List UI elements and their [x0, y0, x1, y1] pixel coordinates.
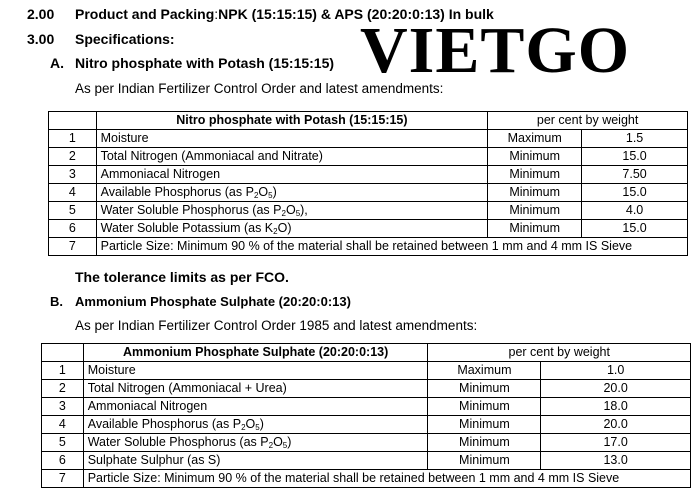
- row-value: 17.0: [541, 434, 691, 452]
- row-number: 4: [42, 416, 84, 434]
- param-text: ),: [300, 203, 308, 217]
- row-number: 2: [49, 148, 97, 166]
- ammonium-phosphate-spec-table: [41, 343, 691, 488]
- row-parameter: Moisture: [96, 130, 488, 148]
- row-value: 13.0: [541, 452, 691, 470]
- subscript: 2: [273, 227, 278, 236]
- row-value: 4.0: [582, 202, 688, 220]
- subscript: 5: [268, 191, 273, 200]
- param-text: Available Phosphorus (as P: [100, 185, 254, 199]
- param-text: Water Soluble Potassium (as K: [100, 221, 274, 235]
- row-parameter: [83, 416, 428, 434]
- row-parameter: Total Nitrogen (Ammoniacal and Nitrate): [96, 148, 488, 166]
- row-limit: Minimum: [488, 202, 582, 220]
- param-text: O): [277, 221, 292, 235]
- table-header-row: [49, 112, 688, 130]
- subscript: 5: [255, 423, 260, 432]
- part-b-title: Ammonium Phosphate Sulphate (20:20:0:13): [75, 294, 351, 309]
- particle-size-note: Particle Size: Minimum 90 % of the material shall be retained between 1 mm and 4 mm IS Sieve: [83, 470, 690, 488]
- header-parameter: Nitro phosphate with Potash (15:15:15): [96, 112, 488, 130]
- table-row: [49, 220, 688, 238]
- table-row: [49, 166, 688, 184]
- specifications-heading: Specifications:: [75, 31, 175, 47]
- row-parameter: Ammoniacal Nitrogen: [83, 398, 428, 416]
- subscript: 5: [295, 209, 301, 218]
- param-text: ): [287, 435, 292, 449]
- table-row: [49, 130, 688, 148]
- row-parameter: Sulphate Sulphur (as S): [83, 452, 428, 470]
- header-per-cent-weight: per cent by weight: [488, 112, 688, 130]
- row-number: 2: [42, 380, 84, 398]
- row-value: 15.0: [582, 184, 688, 202]
- param-text: O: [258, 185, 269, 199]
- row-limit: Minimum: [428, 452, 541, 470]
- section-number-2: 2.00: [27, 6, 55, 22]
- product-packing-label: Product and Packing: [75, 6, 215, 22]
- row-number: 1: [42, 362, 84, 380]
- row-limit: Minimum: [428, 398, 541, 416]
- row-parameter: Moisture: [83, 362, 428, 380]
- row-value: 18.0: [541, 398, 691, 416]
- param-text: O: [273, 435, 283, 449]
- row-number: 7: [42, 470, 84, 488]
- part-a-intro: As per Indian Fertilizer Control Order and latest amendments:: [75, 81, 444, 96]
- header-blank-cell: [49, 112, 97, 130]
- row-number: 1: [49, 130, 97, 148]
- table-row: [49, 202, 688, 220]
- table-row: [42, 416, 691, 434]
- row-limit: Minimum: [428, 380, 541, 398]
- row-number: 3: [49, 166, 97, 184]
- header-parameter: Ammonium Phosphate Sulphate (20:20:0:13): [83, 344, 428, 362]
- row-number: 7: [49, 238, 97, 256]
- section-number-3: 3.00: [27, 31, 55, 47]
- row-parameter: [96, 220, 488, 238]
- row-number: 6: [42, 452, 84, 470]
- row-number: 5: [42, 434, 84, 452]
- row-number: 4: [49, 184, 97, 202]
- header-per-cent-weight: per cent by weight: [428, 344, 691, 362]
- row-value: 20.0: [541, 416, 691, 434]
- row-limit: Minimum: [428, 416, 541, 434]
- subscript: 2: [281, 209, 286, 218]
- part-a-title: Nitro phosphate with Potash (15:15:15): [75, 55, 335, 71]
- table-row: [42, 362, 691, 380]
- part-b-intro: As per Indian Fertilizer Control Order 1985 and latest amendments:: [75, 318, 478, 333]
- table-row: [49, 184, 688, 202]
- table-header-row: [42, 344, 691, 362]
- row-number: 3: [42, 398, 84, 416]
- table-footer-row: [49, 238, 688, 256]
- row-limit: Minimum: [428, 434, 541, 452]
- part-b-letter: B.: [50, 294, 63, 309]
- row-value: 1.0: [541, 362, 691, 380]
- product-packing-value: NPK (15:15:15) & APS (20:20:0:13) In bulk: [218, 6, 494, 22]
- table-row: [49, 148, 688, 166]
- row-value: 15.0: [582, 220, 688, 238]
- table-row: [42, 398, 691, 416]
- part-a-letter: A.: [50, 55, 64, 71]
- table-footer-row: [42, 470, 691, 488]
- row-parameter: Ammoniacal Nitrogen: [96, 166, 488, 184]
- subscript: 2: [241, 423, 246, 432]
- row-parameter: [83, 434, 428, 452]
- vietgo-watermark-logo: VIETGO: [360, 14, 631, 87]
- row-parameter: [96, 184, 488, 202]
- subscript: 2: [253, 191, 259, 200]
- row-parameter: [96, 202, 488, 220]
- row-value: 15.0: [582, 148, 688, 166]
- param-text: O: [245, 417, 256, 431]
- subscript: 5: [282, 441, 288, 450]
- param-text: ): [272, 185, 277, 199]
- product-packing-colon: :: [214, 6, 219, 22]
- row-limit: Minimum: [488, 184, 582, 202]
- param-text: O: [285, 203, 296, 217]
- table-row: [42, 434, 691, 452]
- table-row: [42, 452, 691, 470]
- tolerance-note: The tolerance limits as per FCO.: [75, 269, 289, 285]
- row-value: 20.0: [541, 380, 691, 398]
- header-blank-cell: [42, 344, 84, 362]
- row-limit: Minimum: [488, 220, 582, 238]
- subscript: 2: [268, 441, 274, 450]
- nitro-phosphate-spec-table: [48, 111, 688, 256]
- row-limit: Minimum: [488, 166, 582, 184]
- row-number: 5: [49, 202, 97, 220]
- param-text: ): [259, 417, 264, 431]
- table-row: [42, 380, 691, 398]
- row-number: 6: [49, 220, 97, 238]
- row-parameter: Total Nitrogen (Ammoniacal + Urea): [83, 380, 428, 398]
- row-value: 1.5: [582, 130, 688, 148]
- row-limit: Maximum: [428, 362, 541, 380]
- row-limit: Maximum: [488, 130, 582, 148]
- row-limit: Minimum: [488, 148, 582, 166]
- particle-size-note: Particle Size: Minimum 90 % of the material shall be retained between 1 mm and 4 mm IS Sieve: [96, 238, 687, 256]
- param-text: Water Soluble Phosphorus (as P: [87, 435, 269, 449]
- row-value: 7.50: [582, 166, 688, 184]
- param-text: Available Phosphorus (as P: [87, 417, 242, 431]
- param-text: Water Soluble Phosphorus (as P: [100, 203, 282, 217]
